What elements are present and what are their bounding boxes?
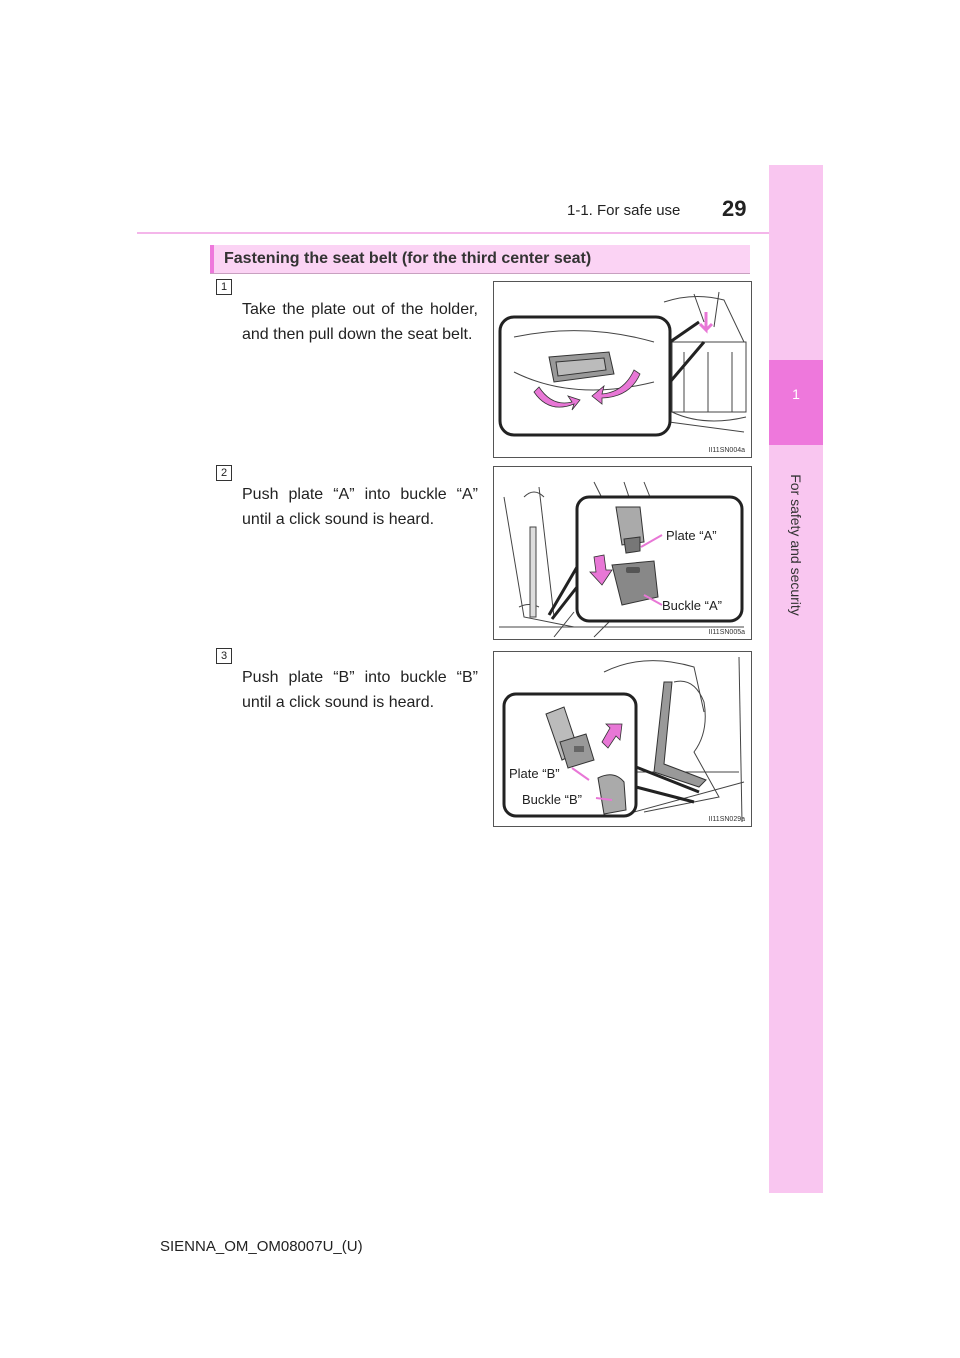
title-accent xyxy=(210,245,214,273)
figure-1-code: II11SN004a xyxy=(708,447,745,454)
figure-step-3 xyxy=(493,651,752,827)
plate-a-label: Plate “A” xyxy=(666,528,717,543)
step-3-number: 3 xyxy=(216,648,232,664)
plate-b-label: Plate “B” xyxy=(509,766,560,781)
figure-step-2 xyxy=(493,466,752,640)
figure-1-illustration xyxy=(494,282,751,457)
section-title: 1-1. For safe use xyxy=(567,202,681,219)
figure-2-code: II11SN005a xyxy=(708,629,745,636)
chapter-side-tab[interactable] xyxy=(769,165,823,1193)
step-1-number: 1 xyxy=(216,279,232,295)
chapter-number-block xyxy=(769,360,823,445)
figure-2-illustration xyxy=(494,467,751,639)
figure-3-code: II11SN029a xyxy=(708,816,745,823)
subsection-title-bar xyxy=(210,245,750,274)
buckle-b-label: Buckle “B” xyxy=(522,792,582,807)
header-rule xyxy=(137,232,822,234)
subsection-title: Fastening the seat belt (for the third center seat) xyxy=(224,250,592,267)
step-2-number: 2 xyxy=(216,465,232,481)
chapter-title: For safety and security xyxy=(788,474,804,616)
page-number: 29 xyxy=(722,196,747,221)
step-2-text: Push plate “A” into buckle “A” until a click sound is heard. xyxy=(242,486,478,528)
figure-step-1 xyxy=(493,281,752,458)
buckle-a-label: Buckle “A” xyxy=(662,598,722,613)
step-3-text: Push plate “B” into buckle “B” until a click sound is heard. xyxy=(242,669,478,711)
manual-footer-code: SIENNA_OM_OM08007U_(U) xyxy=(160,1238,363,1255)
chapter-number: 1 xyxy=(792,386,800,402)
step-1-text: Take the plate out of the holder, and then pull down the seat belt. xyxy=(242,301,478,343)
